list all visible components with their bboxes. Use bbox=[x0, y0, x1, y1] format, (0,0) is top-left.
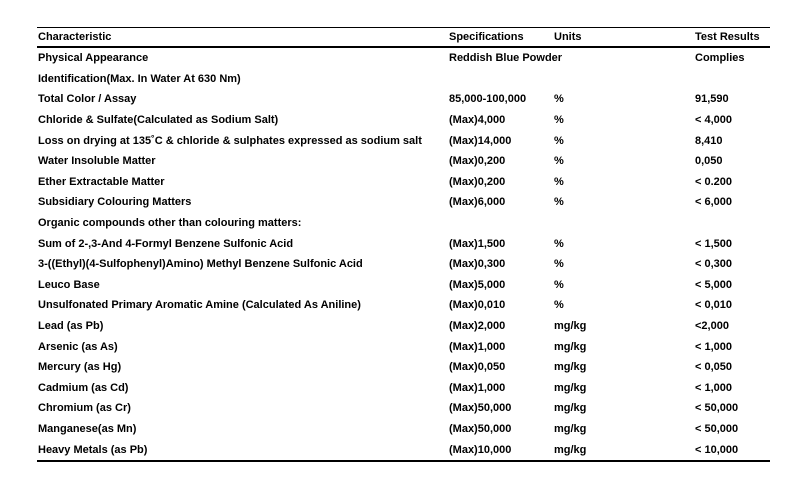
cell-result bbox=[694, 69, 770, 90]
cell-result: 0,050 bbox=[695, 155, 723, 168]
cell-units: mg/kg bbox=[554, 443, 587, 456]
cell-specification: (Max)4,000 bbox=[449, 114, 506, 127]
cell-result bbox=[694, 213, 770, 234]
table-row bbox=[37, 295, 770, 316]
cell-characteristic: Subsidiary Colouring Matters bbox=[38, 196, 192, 209]
cell-result: < 0,010 bbox=[695, 299, 733, 312]
cell-units: % bbox=[554, 93, 564, 106]
cell-characteristic: Ether Extractable Matter bbox=[38, 175, 165, 188]
cell-specification: (Max)50,000 bbox=[449, 402, 512, 415]
cell-units: mg/kg bbox=[554, 361, 587, 374]
table-row bbox=[37, 172, 770, 193]
table-row bbox=[37, 357, 770, 378]
cell-characteristic: Total Color / Assay bbox=[38, 93, 137, 106]
table-row bbox=[37, 110, 770, 131]
cell-characteristic: Cadmium (as Cd) bbox=[38, 381, 129, 394]
cell-units bbox=[553, 69, 694, 90]
cell-units: % bbox=[554, 258, 564, 271]
cell-specification: (Max)0,050 bbox=[449, 361, 506, 374]
cell-characteristic: Chromium (as Cr) bbox=[38, 402, 131, 415]
cell-specification: Reddish Blue Powder bbox=[449, 52, 563, 65]
column-header-characteristic: Characteristic bbox=[38, 31, 112, 43]
cell-specification: (Max)0,200 bbox=[449, 175, 506, 188]
cell-units: mg/kg bbox=[554, 422, 587, 435]
cell-result: < 10,000 bbox=[695, 443, 739, 456]
table-row bbox=[37, 419, 770, 440]
table-row bbox=[37, 151, 770, 172]
cell-units bbox=[553, 47, 694, 69]
column-header-test-results: Test Results bbox=[695, 31, 760, 43]
table-header bbox=[37, 28, 770, 48]
header-row bbox=[37, 28, 770, 48]
table-body bbox=[37, 47, 770, 461]
table-row bbox=[37, 439, 770, 461]
table-row bbox=[37, 316, 770, 337]
cell-units: % bbox=[554, 155, 564, 168]
cell-characteristic: Loss on drying at 135˚C & chloride & sulphates expressed as sodium salt bbox=[38, 134, 422, 147]
cell-characteristic: Mercury (as Hg) bbox=[38, 361, 122, 374]
cell-specification: (Max)6,000 bbox=[449, 196, 506, 209]
cell-units: % bbox=[554, 114, 564, 127]
cell-specification: (Max)1,500 bbox=[449, 237, 506, 250]
cell-specification: 85,000-100,000 bbox=[449, 93, 527, 106]
cell-specification: (Max)1,000 bbox=[449, 381, 506, 394]
cell-result: 8,410 bbox=[695, 134, 723, 147]
cell-result: Complies bbox=[695, 52, 745, 65]
cell-characteristic: Water Insoluble Matter bbox=[38, 155, 156, 168]
cell-result: < 1,000 bbox=[695, 381, 733, 394]
cell-specification: (Max)10,000 bbox=[449, 443, 512, 456]
column-header-units: Units bbox=[554, 31, 582, 43]
cell-units: % bbox=[554, 299, 564, 312]
cell-result: 91,590 bbox=[695, 93, 729, 106]
cell-result: < 50,000 bbox=[695, 402, 739, 415]
cell-specification: (Max)5,000 bbox=[449, 278, 506, 291]
cell-result: < 0.200 bbox=[695, 175, 733, 188]
cell-units bbox=[553, 213, 694, 234]
cell-characteristic: Sum of 2-,3-And 4-Formyl Benzene Sulfonic Acid bbox=[38, 237, 294, 250]
cell-units: % bbox=[554, 175, 564, 188]
cell-specification: (Max)0,200 bbox=[449, 155, 506, 168]
cell-specification: (Max)50,000 bbox=[449, 422, 512, 435]
cell-characteristic: Unsulfonated Primary Aromatic Amine (Calculated As Aniline) bbox=[38, 299, 361, 312]
cell-characteristic: Heavy Metals (as Pb) bbox=[38, 443, 148, 456]
cell-characteristic: Physical Appearance bbox=[38, 52, 149, 65]
cell-result: < 1,000 bbox=[695, 340, 733, 353]
table-row bbox=[37, 233, 770, 254]
cell-result: < 6,000 bbox=[695, 196, 733, 209]
table-row bbox=[37, 130, 770, 151]
cell-units: mg/kg bbox=[554, 320, 587, 333]
cell-units: mg/kg bbox=[554, 402, 587, 415]
cell-specification: (Max)2,000 bbox=[449, 320, 506, 333]
cell-characteristic: Organic compounds other than colouring matters: bbox=[38, 217, 302, 230]
cell-characteristic: Arsenic (as As) bbox=[38, 340, 118, 353]
cell-characteristic: Manganese(as Mn) bbox=[38, 422, 137, 435]
cell-result: < 4,000 bbox=[695, 114, 733, 127]
cell-result: < 5,000 bbox=[695, 278, 733, 291]
cell-characteristic: Identification(Max. In Water At 630 Nm) bbox=[38, 72, 241, 85]
table-row bbox=[37, 89, 770, 110]
cell-result: < 0,050 bbox=[695, 361, 733, 374]
table-row bbox=[37, 275, 770, 296]
cell-result: <2,000 bbox=[695, 320, 729, 333]
cell-units: % bbox=[554, 134, 564, 147]
cell-units: % bbox=[554, 237, 564, 250]
cell-units: mg/kg bbox=[554, 381, 587, 394]
cell-units: % bbox=[554, 196, 564, 209]
cell-specification: (Max)14,000 bbox=[449, 134, 512, 147]
cell-specification: (Max)0,300 bbox=[449, 258, 506, 271]
table-row bbox=[37, 69, 770, 90]
table-row bbox=[37, 254, 770, 275]
cell-specification: (Max)0,010 bbox=[449, 299, 506, 312]
cell-characteristic: Lead (as Pb) bbox=[38, 320, 104, 333]
cell-result: < 1,500 bbox=[695, 237, 733, 250]
cell-result: < 0,300 bbox=[695, 258, 733, 271]
table-row bbox=[37, 398, 770, 419]
cell-characteristic: Chloride & Sulfate(Calculated as Sodium Salt) bbox=[38, 114, 279, 127]
cell-specification: (Max)1,000 bbox=[449, 340, 506, 353]
cell-characteristic: Leuco Base bbox=[38, 278, 100, 291]
table-row bbox=[37, 336, 770, 357]
specification-table-container bbox=[37, 27, 770, 462]
table-row bbox=[37, 378, 770, 399]
cell-characteristic: 3-((Ethyl)(4-Sulfophenyl)Amino) Methyl Benzene Sulfonic Acid bbox=[38, 258, 363, 271]
table-row bbox=[37, 213, 770, 234]
specification-table bbox=[37, 27, 770, 462]
table-row bbox=[37, 47, 770, 69]
table-row bbox=[37, 192, 770, 213]
cell-units: mg/kg bbox=[554, 340, 587, 353]
cell-units: % bbox=[554, 278, 564, 291]
column-header-specifications: Specifications bbox=[449, 31, 524, 43]
cell-specification bbox=[448, 69, 553, 90]
cell-result: < 50,000 bbox=[695, 422, 739, 435]
cell-specification bbox=[448, 213, 553, 234]
